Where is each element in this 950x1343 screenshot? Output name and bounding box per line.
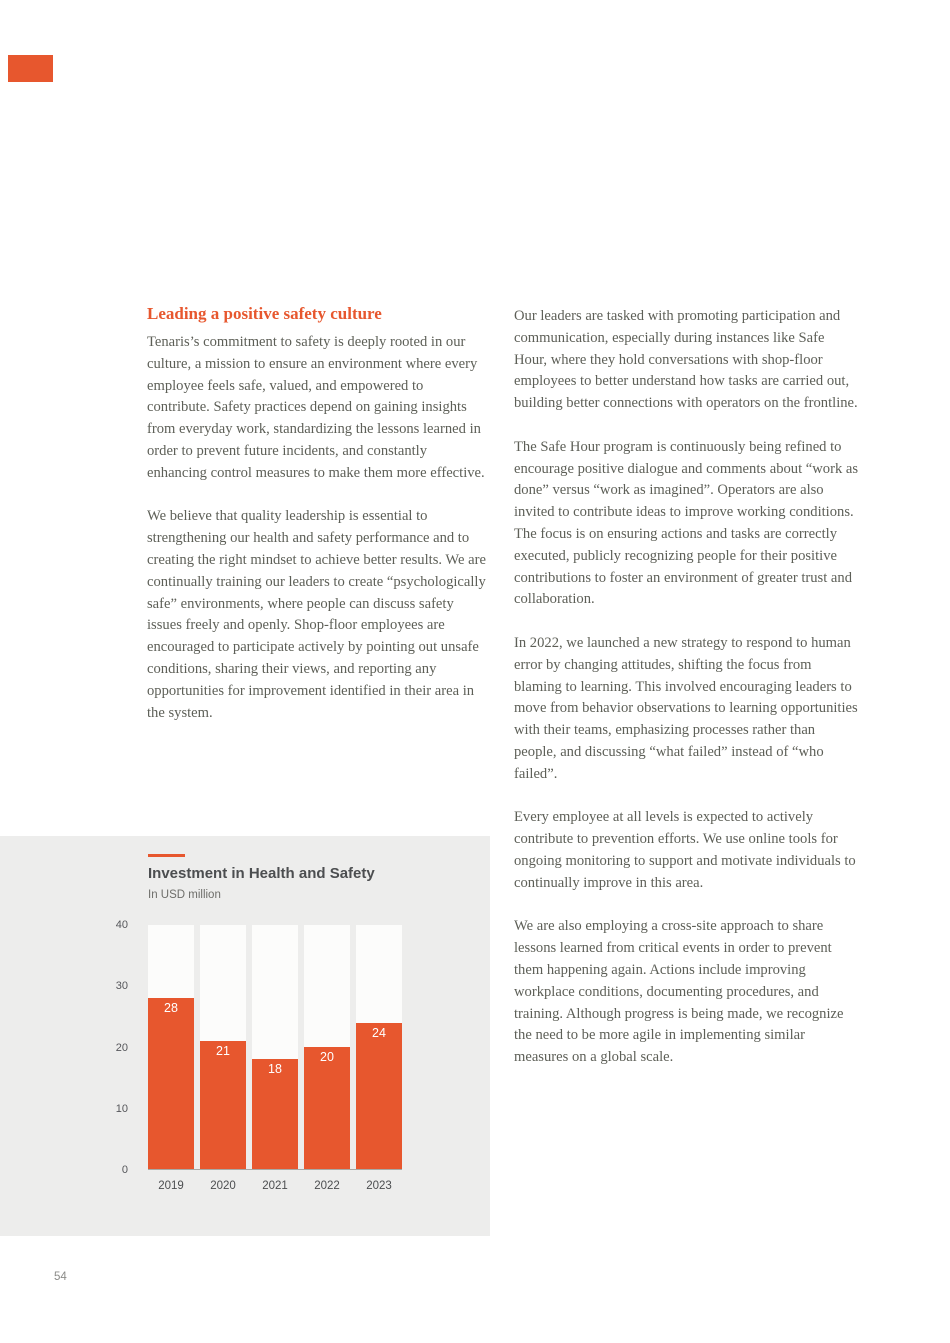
bar-track: [304, 925, 350, 1169]
investment-chart-panel: [0, 836, 490, 1236]
body-paragraph: Every employee at all levels is expected to actively contribute to prevention efforts. We use online tools for ongoing monitoring to support and motivate individuals to continually improve in this area.: [514, 809, 856, 891]
right-column: [514, 306, 861, 1069]
y-axis-label: 30: [115, 980, 128, 993]
bar-track: [148, 925, 194, 1169]
left-column: [147, 303, 488, 724]
body-paragraph: We are also employing a cross-site approach to share lessons learned from critical events in order to prevent them happening again. Actions include improving workplace conditions, documenting procedures, and training. Although progress is being made, we recognize the need to be more agile in implementing similar measures on a global scale.: [514, 918, 844, 1066]
bar: [304, 1047, 350, 1169]
page-corner-mark: [8, 55, 53, 82]
bar-track: [356, 925, 402, 1169]
x-axis-label: 2023: [366, 1180, 392, 1192]
bar: [356, 1023, 402, 1169]
body-paragraph: Our leaders are tasked with promoting participation and communication, especially during instances like Safe Hour, where they hold conversations with shop-floor employees to better understand how tasks are carried out, building better connections with operators on the frontline.: [514, 308, 858, 412]
y-axis-label: 0: [121, 1164, 128, 1176]
body-paragraph: In 2022, we launched a new strategy to respond to human error by changing attitudes, shifting the focus from blaming to learning. This involved encouraging leaders to move from behavior observations to learning opportunities with their teams, emphasizing processes rather than people, and discussing “what failed” instead of “who failed”.: [514, 634, 858, 782]
page-number: 54: [54, 1271, 67, 1283]
bar: [148, 998, 194, 1169]
bar-track: [252, 925, 298, 1169]
chart-xlabels: [148, 1180, 402, 1192]
bar-value-label: 20: [320, 1050, 334, 1064]
body-paragraph: The Safe Hour program is continuously being refined to encourage positive dialogue and comments about “work as done” versus “work as imagined”. Operators are also invited to contribute ideas to improve working conditions. The focus is on ensuring actions and tasks are correctly executed, publicly recognizing people for their positive contributions to foster an environment of greater trust and collaboration.: [514, 438, 859, 608]
bar-value-label: 18: [268, 1062, 282, 1077]
bar-value-label: 28: [164, 1001, 178, 1016]
bar: [252, 1059, 298, 1169]
bar-value-label: 21: [216, 1043, 230, 1058]
x-axis-label: 2019: [158, 1180, 184, 1192]
chart-ylabels: [96, 919, 138, 1176]
chart-title: Investment in Health and Safety: [148, 865, 375, 882]
chart-accent-bar: [148, 854, 185, 857]
chart-subtitle: In USD million: [148, 889, 221, 901]
body-paragraph: We believe that quality leadership is essential to strengthening our health and safety performance and to creating the right mindset to achieve better results. We are continually training our leaders to create “psychologically safe” environments, where people can discuss safety issues freely and openly. Shop-floor employees are encouraged to participate actively by pointing out unsafe conditions, sharing their views, and reporting any opportunities for improvement identified in their area in the system.: [147, 508, 486, 721]
x-axis-label: 2021: [262, 1180, 288, 1192]
y-axis-label: 20: [115, 1041, 128, 1054]
y-axis-label: 10: [115, 1102, 128, 1115]
body-paragraph: Tenaris’s commitment to safety is deeply rooted in our culture, a mission to ensure an environment where every employee feels safe, valued, and empowered to contribute. Safety practices depend on gaining insights from everyday work, standardizing the lessons learned in order to prevent future incidents, and constantly enhancing control measures to make them more effective.: [147, 334, 485, 481]
section-heading: Leading a positive safety culture: [147, 304, 382, 323]
x-axis-label: 2022: [314, 1180, 340, 1192]
chart-plot: [148, 925, 402, 1170]
bar-track: [200, 925, 246, 1169]
bar-value-label: 24: [372, 1025, 386, 1040]
bar: [200, 1041, 246, 1169]
y-axis-label: 40: [115, 919, 128, 931]
x-axis-label: 2020: [210, 1180, 236, 1192]
